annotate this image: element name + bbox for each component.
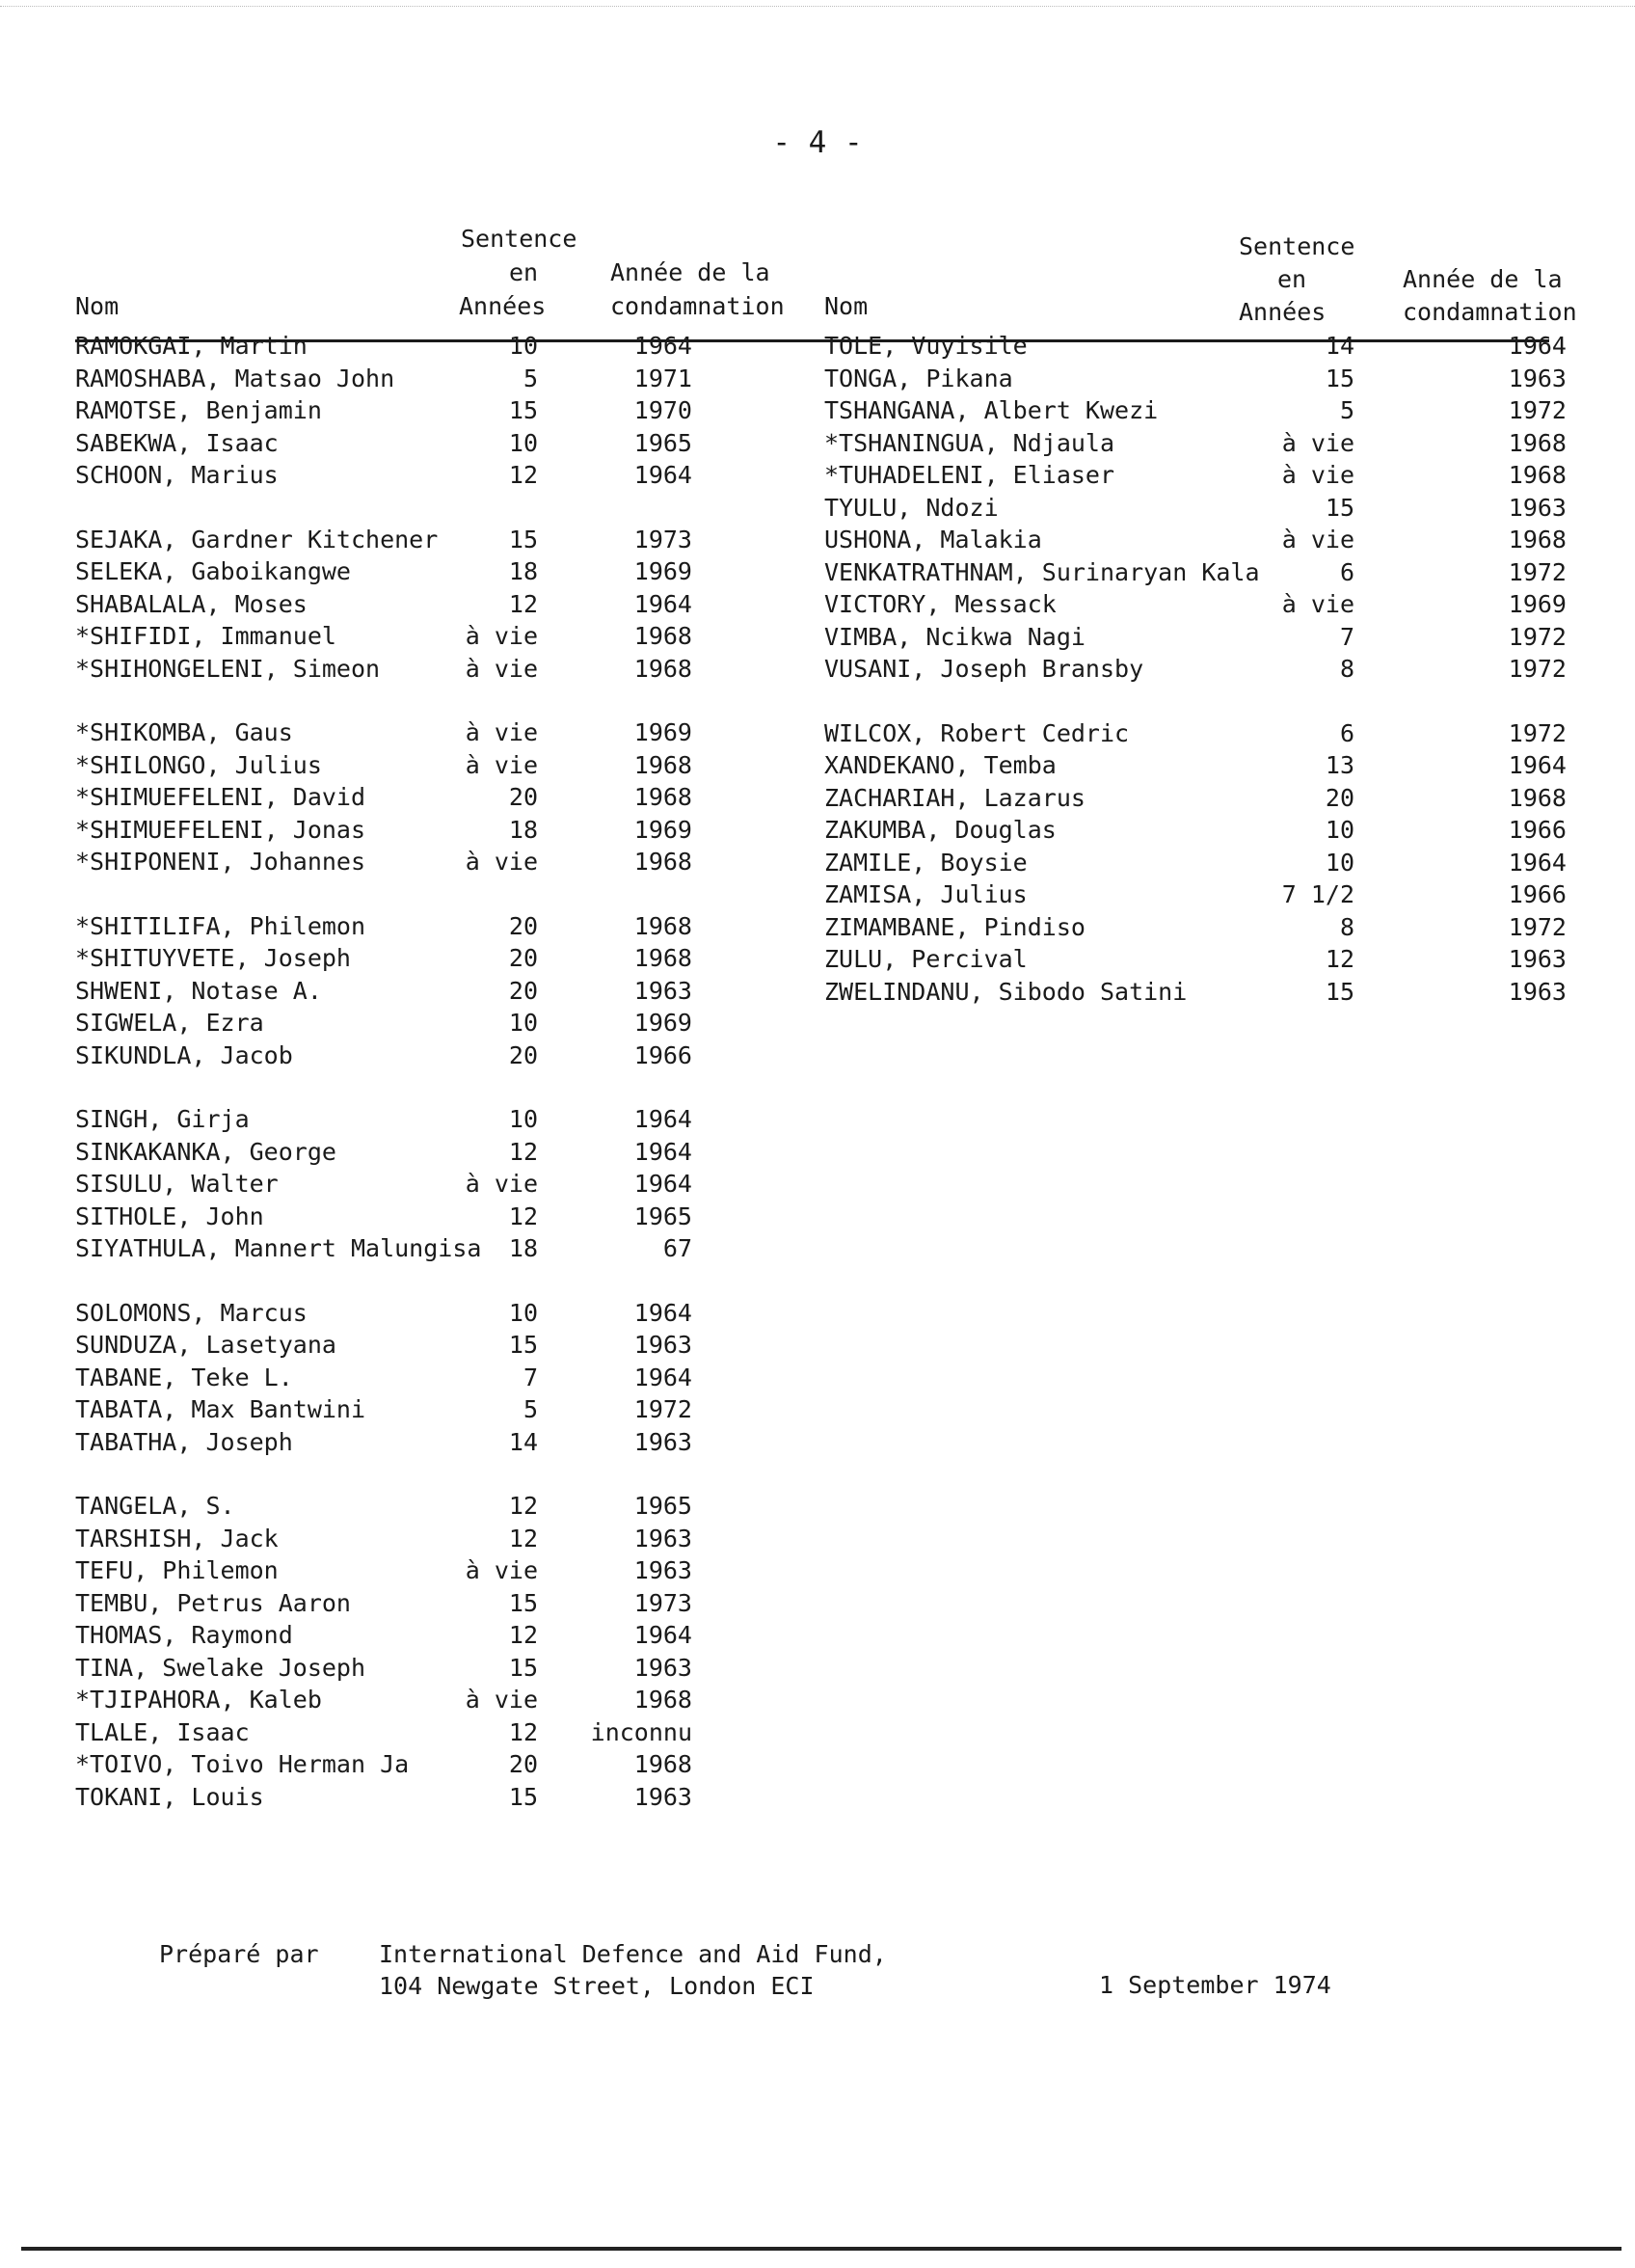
prisoner-name: TSHANGANA, Albert Kwezi	[824, 396, 1159, 424]
table-row	[824, 816, 1605, 849]
conviction-year: 1969	[633, 815, 692, 844]
table-row	[75, 1364, 808, 1396]
left-column-header	[75, 224, 808, 332]
table-row	[75, 944, 808, 977]
table-row	[75, 816, 808, 849]
prisoner-name: WILCOX, Robert Cedric	[824, 718, 1130, 747]
table-row	[824, 849, 1605, 881]
sentence-years: 12	[508, 589, 538, 618]
conviction-year: 1968	[633, 944, 692, 972]
conviction-year: 1963	[633, 1427, 692, 1456]
conviction-year: 1964	[633, 1170, 692, 1198]
prisoner-name: SIKUNDLA, Jacob	[75, 1040, 293, 1069]
table-row	[75, 1556, 808, 1589]
prisoner-name: SISULU, Walter	[75, 1170, 279, 1198]
prisoner-name: *SHIHONGELENI, Simeon	[75, 654, 381, 683]
prisoner-name: *TUHADELENI, Eliaser	[824, 461, 1115, 489]
table-row	[75, 848, 808, 880]
prisoner-name: TEMBU, Petrus Aaron	[75, 1588, 351, 1617]
conviction-year: 1964	[1508, 751, 1567, 779]
sentence-years: 15	[508, 1653, 538, 1682]
sentence-years: à vie	[1281, 526, 1354, 554]
table-row	[824, 719, 1605, 752]
table-row	[824, 978, 1605, 1011]
prisoner-name: SITHOLE, John	[75, 1202, 264, 1230]
prisoner-name: XANDEKANO, Temba	[824, 751, 1057, 779]
table-row	[75, 1009, 808, 1041]
sentence-years: 10	[508, 1298, 538, 1327]
table-row	[75, 1750, 808, 1783]
conviction-year: 1964	[633, 1621, 692, 1649]
table-row	[824, 364, 1605, 397]
prisoner-name: ZAMILE, Boysie	[824, 848, 1028, 877]
sentence-years: à vie	[465, 718, 538, 746]
sentence-years: à vie	[465, 1170, 538, 1198]
sentence-years: 13	[1325, 751, 1354, 779]
sentence-years: 20	[1325, 783, 1354, 812]
conviction-year: 1968	[1508, 461, 1567, 489]
prisoner-name: *SHIPONENI, Johannes	[75, 848, 366, 876]
prisoner-name: TYULU, Ndozi	[824, 493, 999, 522]
sentence-years: 14	[508, 1427, 538, 1456]
sentence-years: 10	[508, 332, 538, 360]
sentence-years: 10	[1325, 848, 1354, 877]
table-row	[824, 945, 1605, 978]
sentence-years: à vie	[465, 848, 538, 876]
table-row	[824, 396, 1605, 429]
right-column	[824, 224, 1605, 1010]
prisoner-name: *SHIMUEFELENI, Jonas	[75, 815, 366, 844]
prisoner-name: SIYATHULA, Mannert Malungisa	[75, 1234, 482, 1262]
sentence-years: 8	[1339, 912, 1354, 941]
prisoner-name: SABEKWA, Isaac	[75, 428, 279, 457]
prisoner-name: USHONA, Malakia	[824, 526, 1042, 554]
prisoner-name: ZACHARIAH, Lazarus	[824, 783, 1086, 812]
prisoner-name: *SHILONGO, Julius	[75, 750, 322, 779]
org-line-2: 104 Newgate Street, London ECI	[379, 1972, 815, 2000]
prisoner-name: ZAKUMBA, Douglas	[824, 816, 1057, 844]
header-year-2: condamnation	[610, 292, 785, 320]
table-row	[824, 461, 1605, 494]
table-row	[75, 557, 808, 590]
footer	[159, 1938, 887, 2002]
sentence-years: à vie	[1281, 461, 1354, 489]
sentence-years: 15	[1325, 977, 1354, 1006]
table-row	[75, 461, 808, 494]
sentence-years: 7	[523, 1363, 538, 1391]
table-row	[75, 1299, 808, 1332]
left-rows	[75, 332, 808, 1815]
conviction-year: 1968	[633, 1750, 692, 1778]
sentence-years: 7	[1339, 622, 1354, 651]
conviction-year: 1968	[633, 783, 692, 811]
conviction-year: 1972	[1508, 655, 1567, 683]
prisoner-name: TOKANI, Louis	[75, 1782, 264, 1811]
prisoner-name: *TOIVO, Toivo Herman Ja	[75, 1750, 410, 1778]
conviction-year: 1968	[1508, 526, 1567, 554]
prisoner-name: *SHITILIFA, Philemon	[75, 911, 366, 940]
prisoner-name: SIGWELA, Ezra	[75, 1009, 264, 1037]
conviction-year: 1968	[633, 911, 692, 940]
prisoner-name: *SHIFIDI, Immanuel	[75, 622, 336, 650]
table-row	[75, 912, 808, 945]
table-row	[824, 880, 1605, 913]
conviction-year: 1964	[633, 1363, 692, 1391]
sentence-years: à vie	[465, 1556, 538, 1584]
sentence-years: 20	[508, 1040, 538, 1069]
sentence-years: 20	[508, 976, 538, 1005]
prisoner-name: VICTORY, Messack	[824, 590, 1057, 618]
table-row	[75, 396, 808, 429]
table-row	[75, 1428, 808, 1461]
prisoner-name: SCHOON, Marius	[75, 461, 279, 489]
prisoner-name: ZIMAMBANE, Pindiso	[824, 912, 1086, 941]
sentence-years: 18	[508, 1234, 538, 1262]
sentence-years: 12	[508, 1137, 538, 1166]
table-row	[75, 590, 808, 623]
conviction-year: 1964	[633, 461, 692, 489]
sentence-years: 5	[1339, 396, 1354, 424]
prisoner-name: TONGA, Pikana	[824, 364, 1013, 392]
header-sentence-2: en	[509, 258, 539, 286]
sentence-years: 12	[508, 1202, 538, 1230]
table-row	[75, 526, 808, 558]
conviction-year: 1966	[633, 1040, 692, 1069]
sentence-years: 12	[508, 1621, 538, 1649]
document-date: 1 September 1974	[1099, 1971, 1331, 1999]
sentence-years: à vie	[1281, 428, 1354, 457]
conviction-year: 67	[662, 1234, 692, 1262]
sentence-years: 20	[508, 1750, 538, 1778]
conviction-year: 1970	[633, 396, 692, 424]
conviction-year: 1963	[633, 1782, 692, 1811]
prisoner-name: *TJIPAHORA, Kaleb	[75, 1686, 322, 1714]
conviction-year: 1968	[1508, 783, 1567, 812]
conviction-year: 1968	[633, 654, 692, 683]
prisoner-name: SUNDUZA, Lasetyana	[75, 1331, 336, 1359]
conviction-year: 1972	[633, 1395, 692, 1423]
conviction-year: 1968	[633, 848, 692, 876]
conviction-year: 1964	[633, 589, 692, 618]
conviction-year: 1972	[1508, 718, 1567, 747]
table-row	[75, 429, 808, 462]
prisoner-name: ZWELINDANU, Sibodo Satini	[824, 977, 1188, 1006]
prisoner-name: ZULU, Percival	[824, 945, 1028, 973]
prisoner-name: SHWENI, Notase A.	[75, 976, 322, 1005]
conviction-year: 1964	[633, 1298, 692, 1327]
left-column	[75, 224, 808, 1815]
table-row	[75, 655, 808, 688]
prisoner-name: TINA, Swelake Joseph	[75, 1653, 366, 1682]
conviction-year: inconnu	[590, 1717, 692, 1746]
conviction-year: 1964	[633, 1105, 692, 1133]
header-year-1: Année de la	[610, 258, 770, 286]
prisoner-name: SHABALALA, Moses	[75, 589, 308, 618]
conviction-year: 1968	[1508, 428, 1567, 457]
prisoner-name: TOLE, Vuyisile	[824, 332, 1028, 360]
header-sentence-2: en	[1277, 265, 1307, 293]
conviction-year: 1968	[633, 1686, 692, 1714]
conviction-year: 1972	[1508, 396, 1567, 424]
sentence-years: 12	[508, 1717, 538, 1746]
conviction-year: 1964	[1508, 332, 1567, 360]
sentence-years: à vie	[465, 750, 538, 779]
sentence-years: 12	[508, 461, 538, 489]
conviction-year: 1963	[1508, 977, 1567, 1006]
table-row	[824, 558, 1605, 591]
conviction-year: 1963	[1508, 364, 1567, 392]
sentence-years: 10	[508, 428, 538, 457]
conviction-year: 1966	[1508, 816, 1567, 844]
prisoner-name: TABATHA, Joseph	[75, 1427, 293, 1456]
prisoner-name: VENKATRATHNAM, Surinaryan Kala	[824, 557, 1260, 586]
prisoner-name: SELEKA, Gaboikangwe	[75, 557, 351, 585]
conviction-year: 1966	[1508, 880, 1567, 908]
conviction-year: 1963	[633, 1653, 692, 1682]
sentence-years: 10	[1325, 816, 1354, 844]
prisoner-name: TABANE, Teke L.	[75, 1363, 293, 1391]
sentence-years: 14	[1325, 332, 1354, 360]
table-row	[75, 1718, 808, 1751]
sentence-years: 5	[523, 1395, 538, 1423]
table-row	[75, 1783, 808, 1816]
prisoner-name: SINKAKANKA, George	[75, 1137, 336, 1166]
prisoner-name: *TSHANINGUA, Ndjaula	[824, 428, 1115, 457]
sentence-years: 12	[1325, 945, 1354, 973]
conviction-year: 1964	[633, 1137, 692, 1166]
conviction-year: 1969	[633, 557, 692, 585]
sentence-years: 15	[508, 1331, 538, 1359]
table-row	[75, 1331, 808, 1364]
table-row	[75, 364, 808, 397]
sentence-years: 20	[508, 944, 538, 972]
bottom-border	[21, 2247, 1622, 2251]
prisoner-name: SINGH, Girja	[75, 1105, 250, 1133]
table-row	[75, 1654, 808, 1687]
prisoner-name: THOMAS, Raymond	[75, 1621, 293, 1649]
prisoner-name: TLALE, Isaac	[75, 1717, 250, 1746]
conviction-year: 1972	[1508, 557, 1567, 586]
table-row	[75, 1041, 808, 1074]
sentence-years: 8	[1339, 655, 1354, 683]
table-row	[824, 494, 1605, 526]
sentence-years: 20	[508, 783, 538, 811]
prisoner-name: RAMOTSE, Benjamin	[75, 396, 322, 424]
prepared-by-label: Préparé par	[159, 1940, 319, 1968]
table-row	[75, 1202, 808, 1235]
conviction-year: 1963	[633, 1524, 692, 1552]
header-name: Nom	[75, 292, 120, 320]
sentence-years: 15	[508, 525, 538, 554]
table-row	[75, 783, 808, 816]
conviction-year: 1969	[1508, 590, 1567, 618]
table-row	[75, 1234, 808, 1267]
conviction-year: 1973	[633, 1588, 692, 1617]
conviction-year: 1968	[633, 622, 692, 650]
sentence-years: 5	[523, 364, 538, 392]
conviction-year: 1968	[633, 750, 692, 779]
table-row	[824, 526, 1605, 558]
prisoner-name: TABATA, Max Bantwini	[75, 1395, 366, 1423]
table-row	[75, 1170, 808, 1202]
sentence-years: 15	[1325, 493, 1354, 522]
table-row	[75, 622, 808, 655]
conviction-year: 1963	[633, 1556, 692, 1584]
table-row	[75, 1621, 808, 1654]
table-row	[824, 784, 1605, 817]
prisoner-name: TARSHISH, Jack	[75, 1524, 279, 1552]
sentence-years: 20	[508, 911, 538, 940]
table-row	[824, 590, 1605, 623]
prisoner-name: *SHITUYVETE, Joseph	[75, 944, 351, 972]
prisoner-name: RAMOKGAI, Martin	[75, 332, 308, 360]
table-row	[75, 977, 808, 1010]
right-column-header	[824, 224, 1605, 332]
table-row	[75, 332, 808, 364]
table-row	[824, 623, 1605, 656]
prisoner-name: VUSANI, Joseph Bransby	[824, 655, 1144, 683]
header-sentence-1: Sentence	[1239, 232, 1355, 260]
table-row	[75, 1492, 808, 1525]
header-year-2: condamnation	[1403, 298, 1577, 326]
org-line-1: International Defence and Aid Fund,	[379, 1940, 887, 1968]
conviction-year: 1964	[1508, 848, 1567, 877]
table-row	[75, 1395, 808, 1428]
right-rows	[824, 332, 1605, 1010]
conviction-year: 1969	[633, 718, 692, 746]
conviction-year: 1965	[633, 1202, 692, 1230]
header-sentence-3: Années	[459, 292, 547, 320]
sentence-years: 18	[508, 815, 538, 844]
conviction-year: 1963	[633, 976, 692, 1005]
sentence-years: 10	[508, 1105, 538, 1133]
table-row	[75, 1686, 808, 1718]
conviction-year: 1963	[1508, 945, 1567, 973]
table-row	[75, 751, 808, 784]
conviction-year: 1972	[1508, 912, 1567, 941]
header-sentence-3: Années	[1239, 298, 1327, 326]
header-year-1: Année de la	[1403, 265, 1563, 293]
conviction-year: 1972	[1508, 622, 1567, 651]
header-name: Nom	[824, 292, 869, 320]
prisoner-name: TANGELA, S.	[75, 1492, 235, 1520]
conviction-year: 1973	[633, 525, 692, 554]
table-row	[75, 1525, 808, 1557]
sentence-years: 6	[1339, 718, 1354, 747]
conviction-year: 1964	[633, 332, 692, 360]
table-row	[824, 751, 1605, 784]
sentence-years: 15	[508, 396, 538, 424]
table-row	[75, 1105, 808, 1138]
sentence-years: à vie	[465, 1686, 538, 1714]
prisoner-name: SEJAKA, Gardner Kitchener	[75, 525, 439, 554]
table-row	[75, 1589, 808, 1622]
prisoner-name: TEFU, Philemon	[75, 1556, 279, 1584]
prisoner-name: ZAMISA, Julius	[824, 880, 1028, 908]
sentence-years: 6	[1339, 557, 1354, 586]
sentence-years: 7 1/2	[1281, 880, 1354, 908]
table-row	[75, 718, 808, 751]
conviction-year: 1963	[1508, 493, 1567, 522]
sentence-years: 12	[508, 1492, 538, 1520]
sentence-years: 15	[508, 1588, 538, 1617]
sentence-years: 10	[508, 1009, 538, 1037]
prisoner-name: VIMBA, Ncikwa Nagi	[824, 622, 1086, 651]
sentence-years: à vie	[1281, 590, 1354, 618]
conviction-year: 1963	[633, 1331, 692, 1359]
table-row	[824, 655, 1605, 688]
table-row	[824, 332, 1605, 364]
page-number: - 4 -	[772, 125, 863, 160]
sentence-years: à vie	[465, 622, 538, 650]
prisoner-name: *SHIMUEFELENI, David	[75, 783, 366, 811]
header-sentence-1: Sentence	[461, 225, 577, 253]
sentence-years: 15	[1325, 364, 1354, 392]
prisoner-name: SOLOMONS, Marcus	[75, 1298, 308, 1327]
sentence-years: à vie	[465, 654, 538, 683]
prisoner-name: *SHIKOMBA, Gaus	[75, 718, 293, 746]
table-row	[75, 1138, 808, 1171]
conviction-year: 1969	[633, 1009, 692, 1037]
table-row	[824, 913, 1605, 946]
table-row	[824, 429, 1605, 462]
sentence-years: 12	[508, 1524, 538, 1552]
scan-artifact	[0, 6, 1635, 9]
prisoner-name: RAMOSHABA, Matsao John	[75, 364, 395, 392]
conviction-year: 1965	[633, 428, 692, 457]
sentence-years: 15	[508, 1782, 538, 1811]
sentence-years: 18	[508, 557, 538, 585]
conviction-year: 1971	[633, 364, 692, 392]
conviction-year: 1965	[633, 1492, 692, 1520]
